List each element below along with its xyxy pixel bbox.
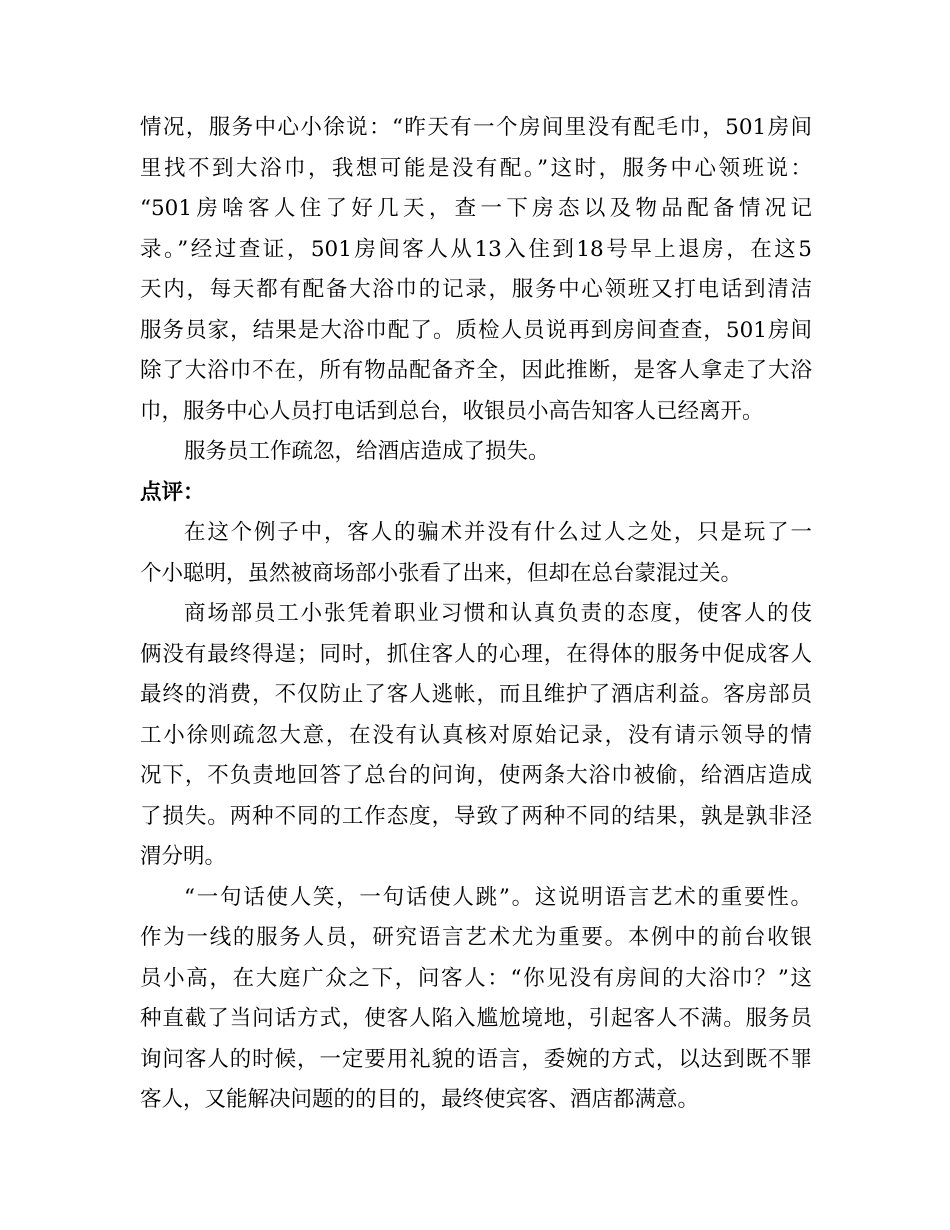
paragraph-conclusion <box>140 432 812 473</box>
text-line: 个小聪明，虽然被商场部小张看了出来，但却在总台蒙混过关。 <box>140 560 743 586</box>
text-line: 录。”经过查证，501房间客人从13入住到18号早上退房，在这5 <box>140 236 812 262</box>
text-line: 里找不到大浴巾，我想可能是没有配。”这时，服务中心领班说： <box>140 155 812 181</box>
text-line: 巾，服务中心人员打电话到总台，收银员小高告知客人已经离开。 <box>140 398 764 424</box>
text-line: 服务员工作疏忽，给酒店造成了损失。 <box>184 439 550 464</box>
paragraph-case-detail <box>140 108 812 432</box>
text-line: 渭分明。 <box>140 844 227 869</box>
text-line: 种直截了当问话方式，使客人陷入尴尬境地，引起客人不满。服务员 <box>140 1006 812 1031</box>
text-line: 天内，每天都有配备大浴巾的记录，服务中心领班又打电话到清洁 <box>140 277 812 302</box>
paragraph-review-1 <box>140 513 812 594</box>
text-line: 况下，不负责地回答了总台的问询，使两条大浴巾被偷，给酒店造成 <box>140 763 812 788</box>
text-line: 在这个例子中，客人的骗术并没有什么过人之处，只是玩了一 <box>184 520 812 545</box>
text-line: “501房啥客人住了好几天，查一下房态以及物品配备情况记 <box>140 196 812 221</box>
text-line: 商场部员工小张凭着职业习惯和认真负责的态度，使客人的伎 <box>184 601 812 626</box>
section-heading-review <box>140 473 812 514</box>
paragraph-review-2 <box>140 594 812 878</box>
document-page <box>140 108 812 1121</box>
text-line: 员小高，在大庭广众之下，问客人：“你见没有房间的大浴巾？”这 <box>140 965 812 991</box>
text-line: 询问客人的时候，一定要用礼貌的语言，委婉的方式，以达到既不罪 <box>140 1046 812 1072</box>
text-line: 服务员家，结果是大浴巾配了。质检人员说再到房间查查，501房间 <box>140 317 812 343</box>
text-line: “一句话使人笑，一句话使人跳”。这说明语言艺术的重要性。 <box>184 884 812 910</box>
paragraph-review-3 <box>140 878 812 1121</box>
text-line: 俩没有最终得逞；同时，抓住客人的心理，在得体的服务中促成客人 <box>140 641 812 667</box>
text-line: 除了大浴巾不在，所有物品配备齐全，因此推断，是客人拿走了大浴 <box>140 358 812 383</box>
text-line: 作为一线的服务人员，研究语言艺术尤为重要。本例中的前台收银 <box>140 925 812 950</box>
text-line: 工小徐则疏忽大意，在没有认真核对原始记录，没有请示领导的情 <box>140 722 812 748</box>
text-line: 客人，又能解决问题的的目的，最终使宾客、酒店都满意。 <box>140 1087 700 1112</box>
heading-text: 点评： <box>140 479 205 505</box>
text-line: 最终的消费，不仅防止了客人逃帐，而且维护了酒店利益。客房部员 <box>140 682 812 707</box>
text-line: 了损失。两种不同的工作态度，导致了两种不同的结果，孰是孰非泾 <box>140 803 812 829</box>
text-line: 情况，服务中心小徐说：“昨天有一个房间里没有配毛巾，501房间 <box>140 115 812 140</box>
